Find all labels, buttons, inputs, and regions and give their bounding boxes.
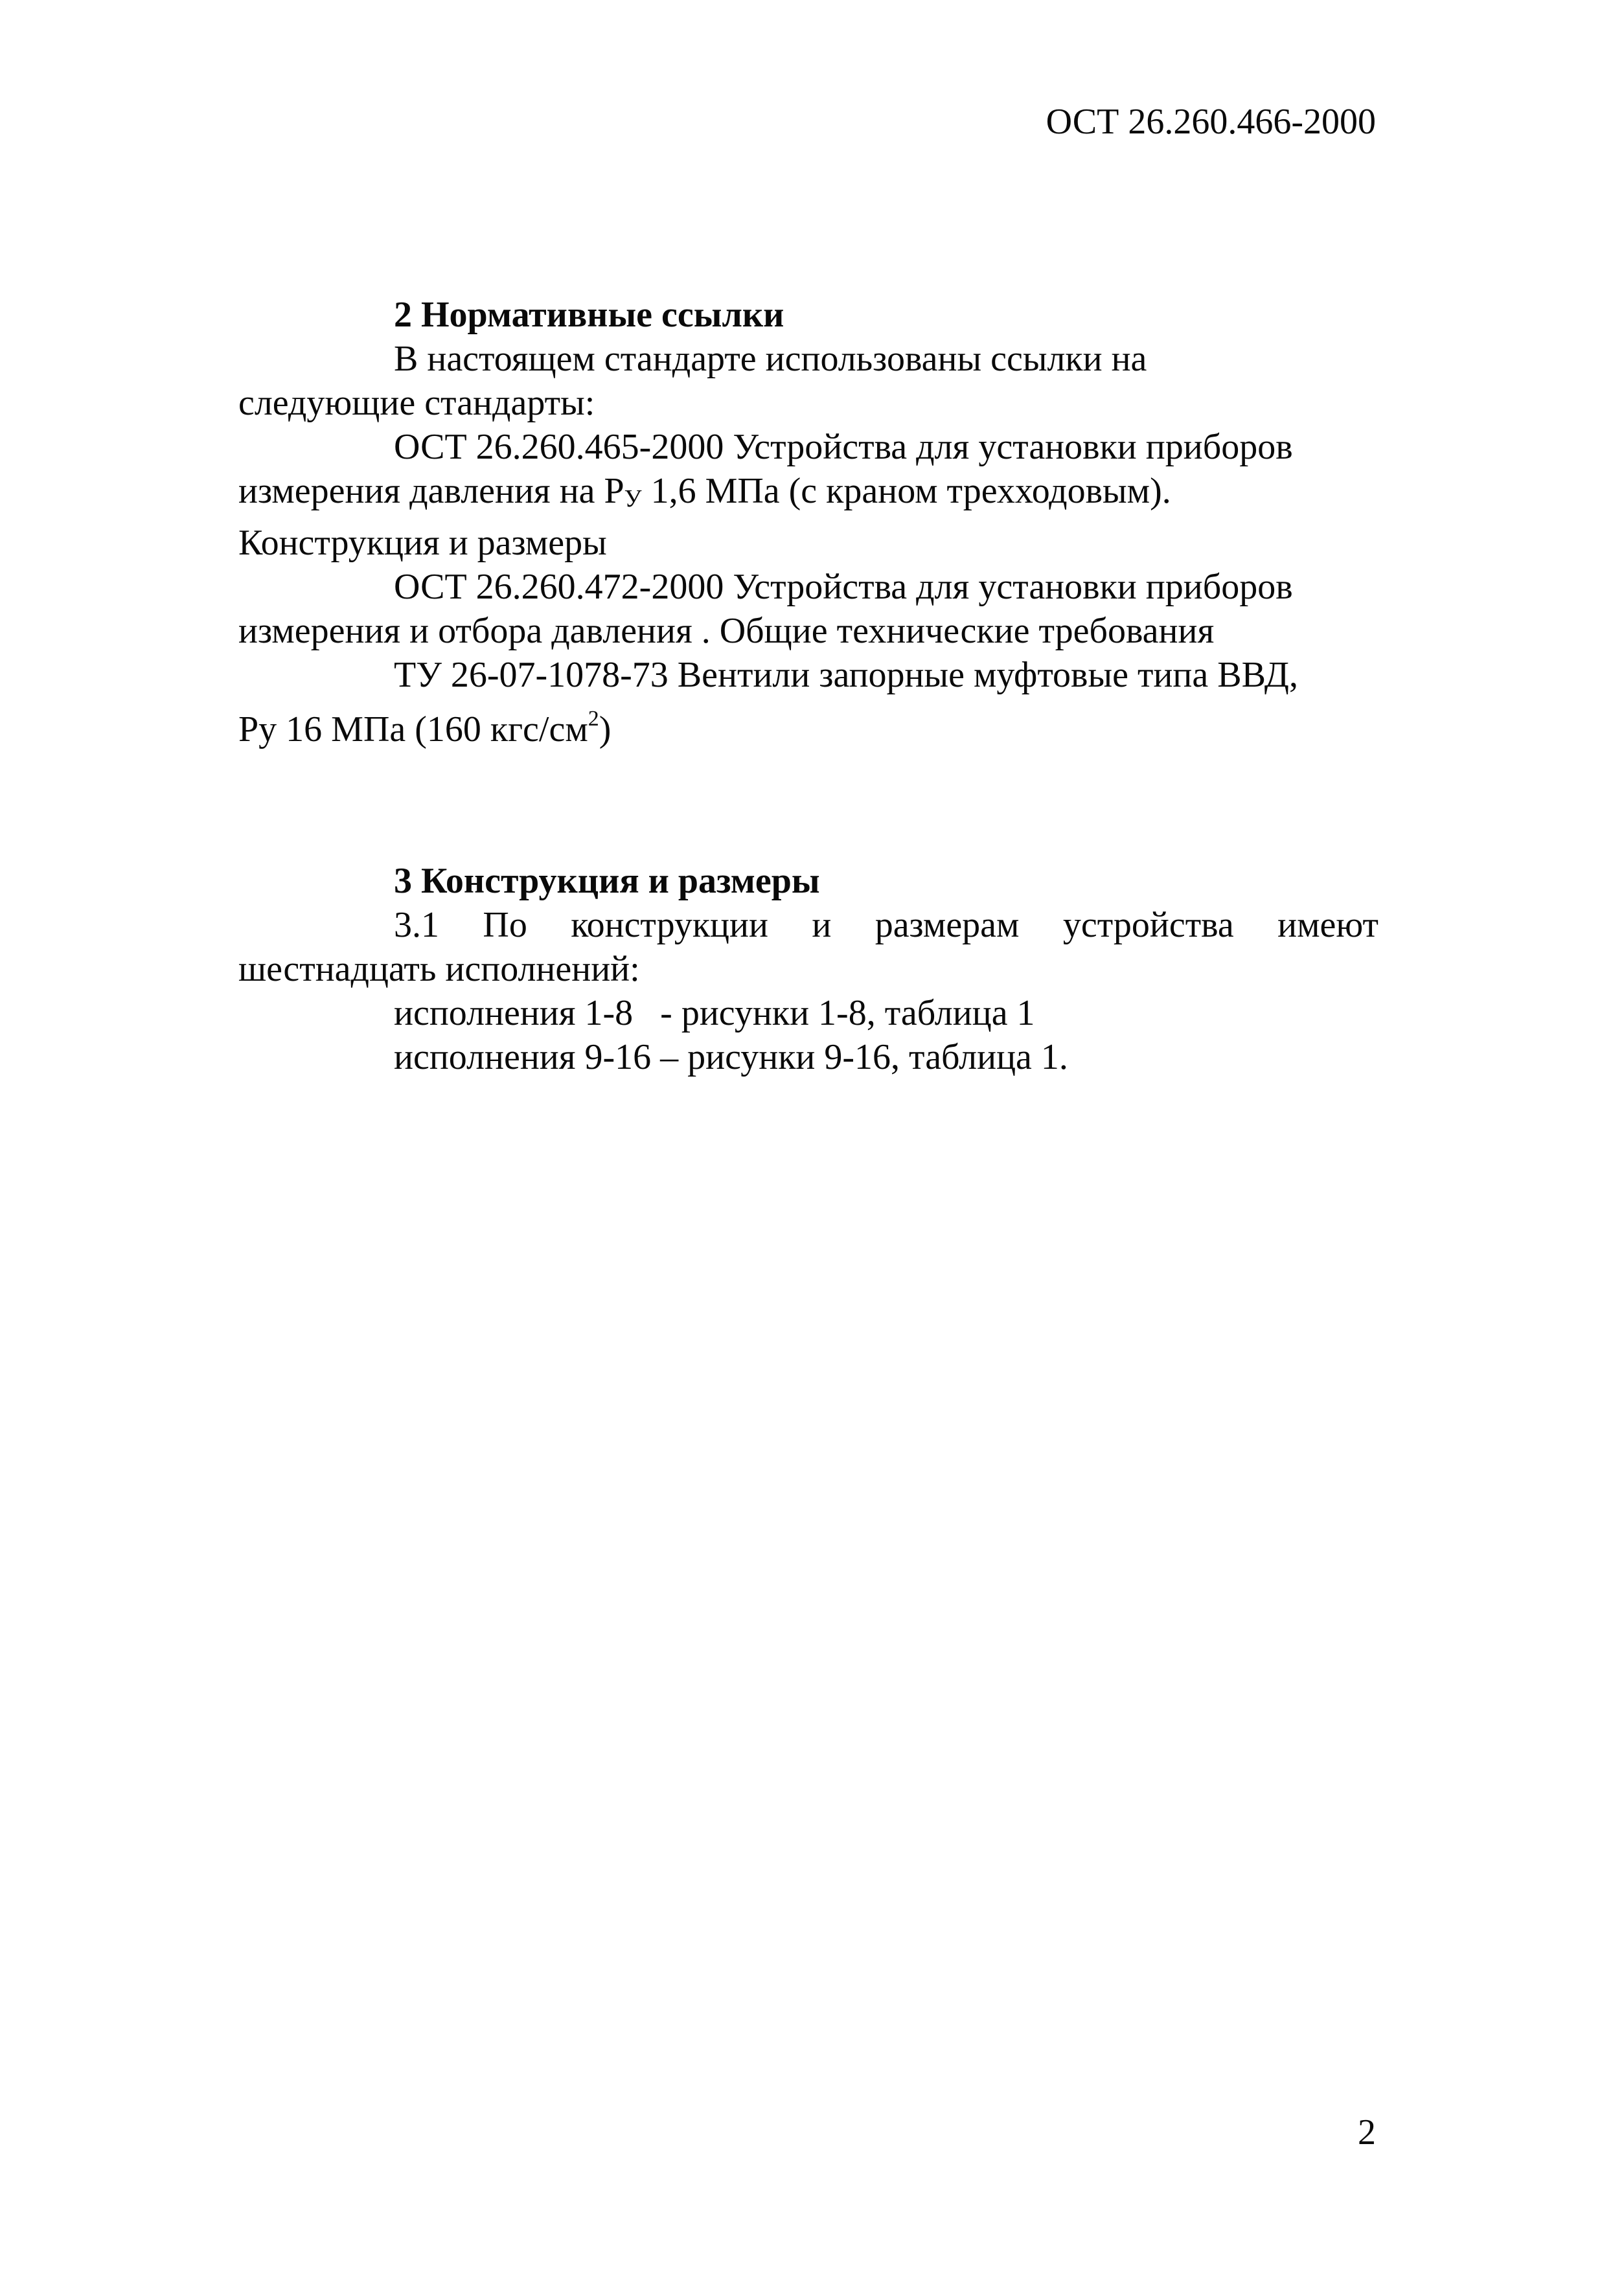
reference-text: Ру 16 МПа (160 кгс/см [238, 709, 588, 749]
reference-line [238, 469, 1378, 521]
reference-line: Конструкция и размеры [238, 523, 607, 563]
reference-line: ОСТ 26.260.472-2000 Устройства для установки приборов [394, 567, 1293, 607]
document-code: ОСТ 26.260.466-2000 [1046, 102, 1376, 142]
reference-text: измерения давления на Р [238, 471, 624, 511]
word: По [483, 905, 527, 945]
section-heading: 2 Нормативные ссылки [394, 295, 784, 335]
section-design-and-dimensions [238, 859, 1378, 1079]
word: 3.1 [394, 905, 439, 945]
word: конструкции [571, 905, 768, 945]
paragraph-line-justified [238, 903, 1378, 947]
section-normative-references [238, 293, 1378, 751]
reference-line [238, 697, 1378, 751]
word: размерам [875, 905, 1020, 945]
page-number: 2 [1358, 2112, 1376, 2153]
subscript: У [624, 485, 642, 512]
reference-line: ТУ 26-07-1078-73 Вентили запорные муфтовые типа ВВД, [394, 655, 1299, 695]
word: и [812, 905, 832, 945]
section-heading: 3 Конструкция и размеры [394, 861, 820, 901]
reference-line: измерения и отбора давления . Общие технические требования [238, 611, 1215, 651]
paragraph-line: В настоящем стандарте использованы ссылки на [394, 339, 1147, 379]
word: имеют [1277, 905, 1378, 945]
reference-line: ОСТ 26.260.465-2000 Устройства для установки приборов [394, 427, 1293, 467]
reference-text: 1,6 МПа (с краном трехходовым). [641, 471, 1171, 511]
superscript: 2 [588, 707, 599, 731]
paragraph-line: следующие стандарты: [238, 383, 595, 423]
list-item: исполнения 9-16 – рисунки 9-16, таблица 1. [394, 1037, 1068, 1077]
paragraph-line: шестнадцать исполнений: [238, 949, 640, 989]
word: устройства [1062, 905, 1234, 945]
list-item: исполнения 1-8 - рисунки 1-8, таблица 1 [394, 993, 1035, 1033]
reference-text: ) [599, 709, 612, 749]
